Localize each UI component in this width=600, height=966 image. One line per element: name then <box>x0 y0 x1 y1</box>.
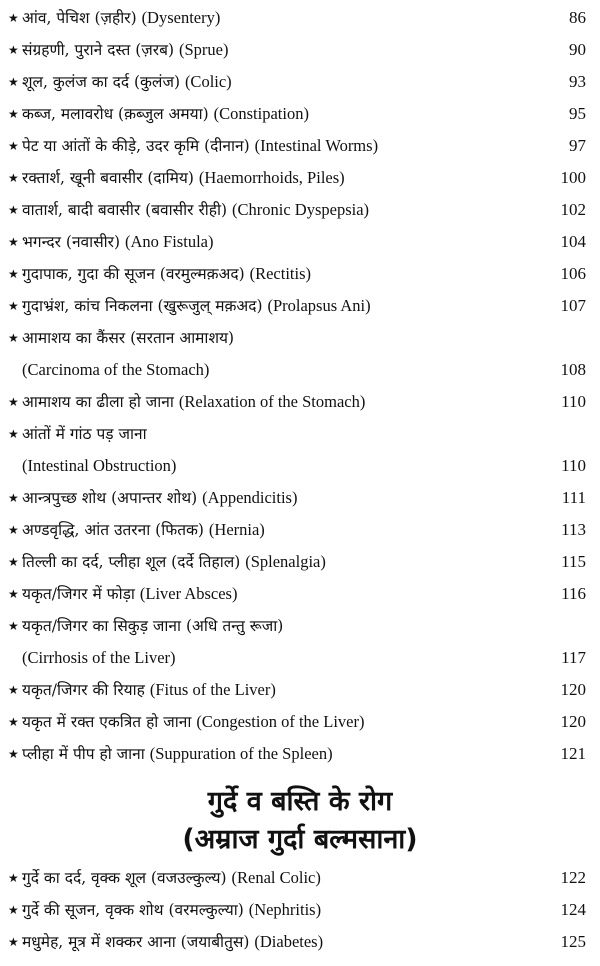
entry-hindi: आमाशय का ढीला हो जाना <box>22 393 174 411</box>
entry-hindi: यकृत/जिगर की रियाह <box>22 681 145 699</box>
bullet-star-icon: ★ <box>8 871 19 885</box>
entry-title <box>22 610 283 642</box>
entry-title <box>22 98 309 130</box>
bullet-star-icon: ★ <box>8 43 19 57</box>
bullet-star-icon: ★ <box>8 683 19 697</box>
entry-page-number: 110 <box>561 392 586 411</box>
entry-title <box>22 194 369 226</box>
bullet-star-icon: ★ <box>8 587 19 601</box>
bullet-star-icon: ★ <box>8 139 19 153</box>
bullet-star-icon: ★ <box>8 523 19 537</box>
entry-hindi: आमाशय का कैंसर (सरतान आमाशय) <box>22 329 235 347</box>
contents-list-bottom <box>8 862 592 958</box>
bullet-star-icon: ★ <box>8 427 19 441</box>
contents-entry <box>8 706 592 738</box>
contents-entry <box>8 194 592 226</box>
contents-entry <box>8 610 592 642</box>
entry-title <box>22 258 311 290</box>
entry-page-number: 124 <box>560 900 586 919</box>
entry-english: (Cirrhosis of the Liver) <box>22 648 176 667</box>
entry-hindi: तिल्ली का दर्द, प्लीहा शूल (दर्दे तिहाल) <box>22 553 241 571</box>
section-subheading-unani: (अम्राज गुर्दा बल्मसाना) <box>182 824 418 855</box>
contents-entry <box>8 482 592 514</box>
entry-english: (Relaxation of the Stomach) <box>178 392 366 411</box>
contents-entry <box>8 738 592 770</box>
bullet-star-icon: ★ <box>8 267 19 281</box>
entry-english: (Intestinal Worms) <box>254 136 379 155</box>
bullet-star-icon: ★ <box>8 107 19 121</box>
contents-entry <box>8 546 592 578</box>
entry-title <box>22 926 323 958</box>
entry-english: (Hernia) <box>208 520 265 539</box>
entry-english: (Haemorrhoids, Piles) <box>198 168 345 187</box>
entry-hindi: यकृत में रक्त एकत्रित हो जाना <box>22 713 192 731</box>
entry-page-number: 107 <box>560 296 586 315</box>
bullet-star-icon: ★ <box>8 747 19 761</box>
entry-english: (Diabetes) <box>254 932 324 951</box>
entry-page-number: 116 <box>561 584 586 603</box>
entry-english: (Sprue) <box>178 40 229 59</box>
contents-entry <box>8 290 592 322</box>
contents-entry <box>8 578 592 610</box>
entry-hindi: गुर्दे की सूजन, वृक्क शोथ (वरमल्कुल्या) <box>22 901 244 919</box>
contents-entry <box>8 386 592 418</box>
contents-entry <box>8 418 592 450</box>
contents-entry <box>8 354 592 386</box>
entry-page-number: 93 <box>569 72 586 91</box>
contents-entry <box>8 322 592 354</box>
entry-title <box>8 642 176 674</box>
entry-page-number: 104 <box>560 232 586 251</box>
bullet-star-icon: ★ <box>8 331 19 345</box>
entry-hindi: प्लीहा में पीप हो जाना <box>22 745 145 763</box>
entry-hindi: कब्ज, मलावरोध (क़ब्जुल अमया) <box>22 105 209 123</box>
contents-entry <box>8 130 592 162</box>
bullet-star-icon: ★ <box>8 235 19 249</box>
entry-title <box>22 130 378 162</box>
contents-entry <box>8 226 592 258</box>
entry-title <box>22 66 232 98</box>
entry-hindi: आन्त्रपुच्छ शोथ (अपान्तर शोथ) <box>22 489 198 507</box>
entry-page-number: 95 <box>569 104 586 123</box>
entry-title <box>22 738 333 770</box>
entry-title <box>22 706 364 738</box>
bullet-star-icon: ★ <box>8 395 19 409</box>
entry-hindi: गुर्दे का दर्द, वृक्क शूल (वजउल्कुल्य) <box>22 869 227 887</box>
entry-page-number: 121 <box>560 744 586 763</box>
entry-title <box>22 674 276 706</box>
entry-hindi: शूल, कुलंज का दर्द (कुलंज) <box>22 73 180 91</box>
entry-english: (Carcinoma of the Stomach) <box>22 360 210 379</box>
contents-entry <box>8 450 592 482</box>
entry-english: (Appendicitis) <box>202 488 298 507</box>
entry-hindi: गुदाभ्रंश, कांच निकलना (खुरूजुल् मक़अद) <box>22 297 263 315</box>
entry-title <box>22 34 228 66</box>
entry-hindi: रक्तार्श, खूनी बवासीर (दामिय) <box>22 169 194 187</box>
entry-english: (Intestinal Obstruction) <box>22 456 177 475</box>
entry-english: (Suppuration of the Spleen) <box>149 744 333 763</box>
bullet-star-icon: ★ <box>8 935 19 949</box>
entry-page-number: 106 <box>560 264 586 283</box>
entry-title <box>22 894 321 926</box>
entry-page-number: 97 <box>569 136 586 155</box>
entry-title <box>22 290 371 322</box>
entry-page-number: 122 <box>560 868 586 887</box>
entry-page-number: 125 <box>560 932 586 951</box>
entry-hindi: गुदापाक, गुदा की सूजन (वरमुल्मक़अद) <box>22 265 245 283</box>
entry-page-number: 113 <box>561 520 586 539</box>
entry-hindi: पेट या आंतों के कीड़े, उदर कृमि (दीनान) <box>22 137 250 155</box>
entry-english: (Rectitis) <box>249 264 311 283</box>
entry-page-number: 90 <box>569 40 586 59</box>
entry-hindi: आंतों में गांठ पड़ जाना <box>22 425 147 443</box>
contents-entry <box>8 34 592 66</box>
entry-title <box>22 514 265 546</box>
contents-entry <box>8 642 592 674</box>
contents-entry <box>8 674 592 706</box>
entry-hindi: यकृत/जिगर का सिकुड़ जाना (अधि तन्तु रूजा) <box>22 617 284 635</box>
entry-hindi: मधुमेह, मूत्र में शक्कर आना (जयाबीतुस) <box>22 933 250 951</box>
entry-page-number: 111 <box>561 488 586 507</box>
contents-entry <box>8 894 592 926</box>
entry-hindi: वातार्श, बादी बवासीर (बवासीर रीही) <box>22 201 228 219</box>
entry-title <box>22 322 234 354</box>
entry-title <box>22 578 237 610</box>
entry-english: (Liver Absces) <box>139 584 238 603</box>
entry-title <box>22 162 345 194</box>
bullet-star-icon: ★ <box>8 203 19 217</box>
entry-title <box>8 450 176 482</box>
entry-title <box>22 418 147 450</box>
contents-entry <box>8 514 592 546</box>
entry-hindi: भगन्दर (नवासीर) <box>22 233 121 251</box>
entry-english: (Chronic Dyspepsia) <box>232 200 370 219</box>
entry-page-number: 110 <box>561 456 586 475</box>
entry-english: (Dysentery) <box>141 8 221 27</box>
entry-title <box>22 386 365 418</box>
entry-page-number: 102 <box>560 200 586 219</box>
entry-english: (Splenalgia) <box>245 552 326 571</box>
entry-page-number: 120 <box>560 712 586 731</box>
entry-title <box>22 546 326 578</box>
contents-entry <box>8 862 592 894</box>
entry-page-number: 117 <box>561 648 586 667</box>
entry-english: (Colic) <box>184 72 232 91</box>
entry-hindi: यकृत/जिगर में फोड़ा <box>22 585 135 603</box>
entry-title <box>22 482 297 514</box>
bullet-star-icon: ★ <box>8 715 19 729</box>
entry-english: (Ano Fistula) <box>125 232 214 251</box>
contents-entry <box>8 66 592 98</box>
entry-title <box>22 862 321 894</box>
entry-english: (Nephritis) <box>248 900 322 919</box>
bullet-star-icon: ★ <box>8 555 19 569</box>
entry-hindi: अण्डवृद्धि, आंत उतरना (फितक) <box>22 521 204 539</box>
entry-page-number: 100 <box>560 168 586 187</box>
entry-page-number: 86 <box>569 8 586 27</box>
entry-hindi: आंव, पेचिश (ज़हीर) <box>22 9 137 27</box>
entry-english: (Prolapsus Ani) <box>267 296 371 315</box>
bullet-star-icon: ★ <box>8 75 19 89</box>
entry-english: (Congestion of the Liver) <box>196 712 365 731</box>
section-heading-kidney: गुर्दे व बस्ति के रोग <box>207 786 393 817</box>
bullet-star-icon: ★ <box>8 619 19 633</box>
bullet-star-icon: ★ <box>8 491 19 505</box>
entry-page-number: 108 <box>560 360 586 379</box>
bullet-star-icon: ★ <box>8 11 19 25</box>
entry-page-number: 115 <box>561 552 586 571</box>
entry-title <box>8 354 209 386</box>
bullet-star-icon: ★ <box>8 299 19 313</box>
contents-entry <box>8 258 592 290</box>
contents-entry <box>8 162 592 194</box>
bullet-star-icon: ★ <box>8 903 19 917</box>
entry-english: (Constipation) <box>213 104 309 123</box>
contents-entry <box>8 926 592 958</box>
entry-title <box>22 2 220 34</box>
bullet-star-icon: ★ <box>8 171 19 185</box>
contents-entry <box>8 2 592 34</box>
entry-title <box>22 226 213 258</box>
contents-list-top <box>8 2 592 770</box>
entry-hindi: संग्रहणी, पुराने दस्त (ज़रब) <box>22 41 175 59</box>
contents-entry <box>8 98 592 130</box>
entry-page-number: 120 <box>560 680 586 699</box>
entry-english: (Fitus of the Liver) <box>149 680 276 699</box>
entry-english: (Renal Colic) <box>231 868 321 887</box>
